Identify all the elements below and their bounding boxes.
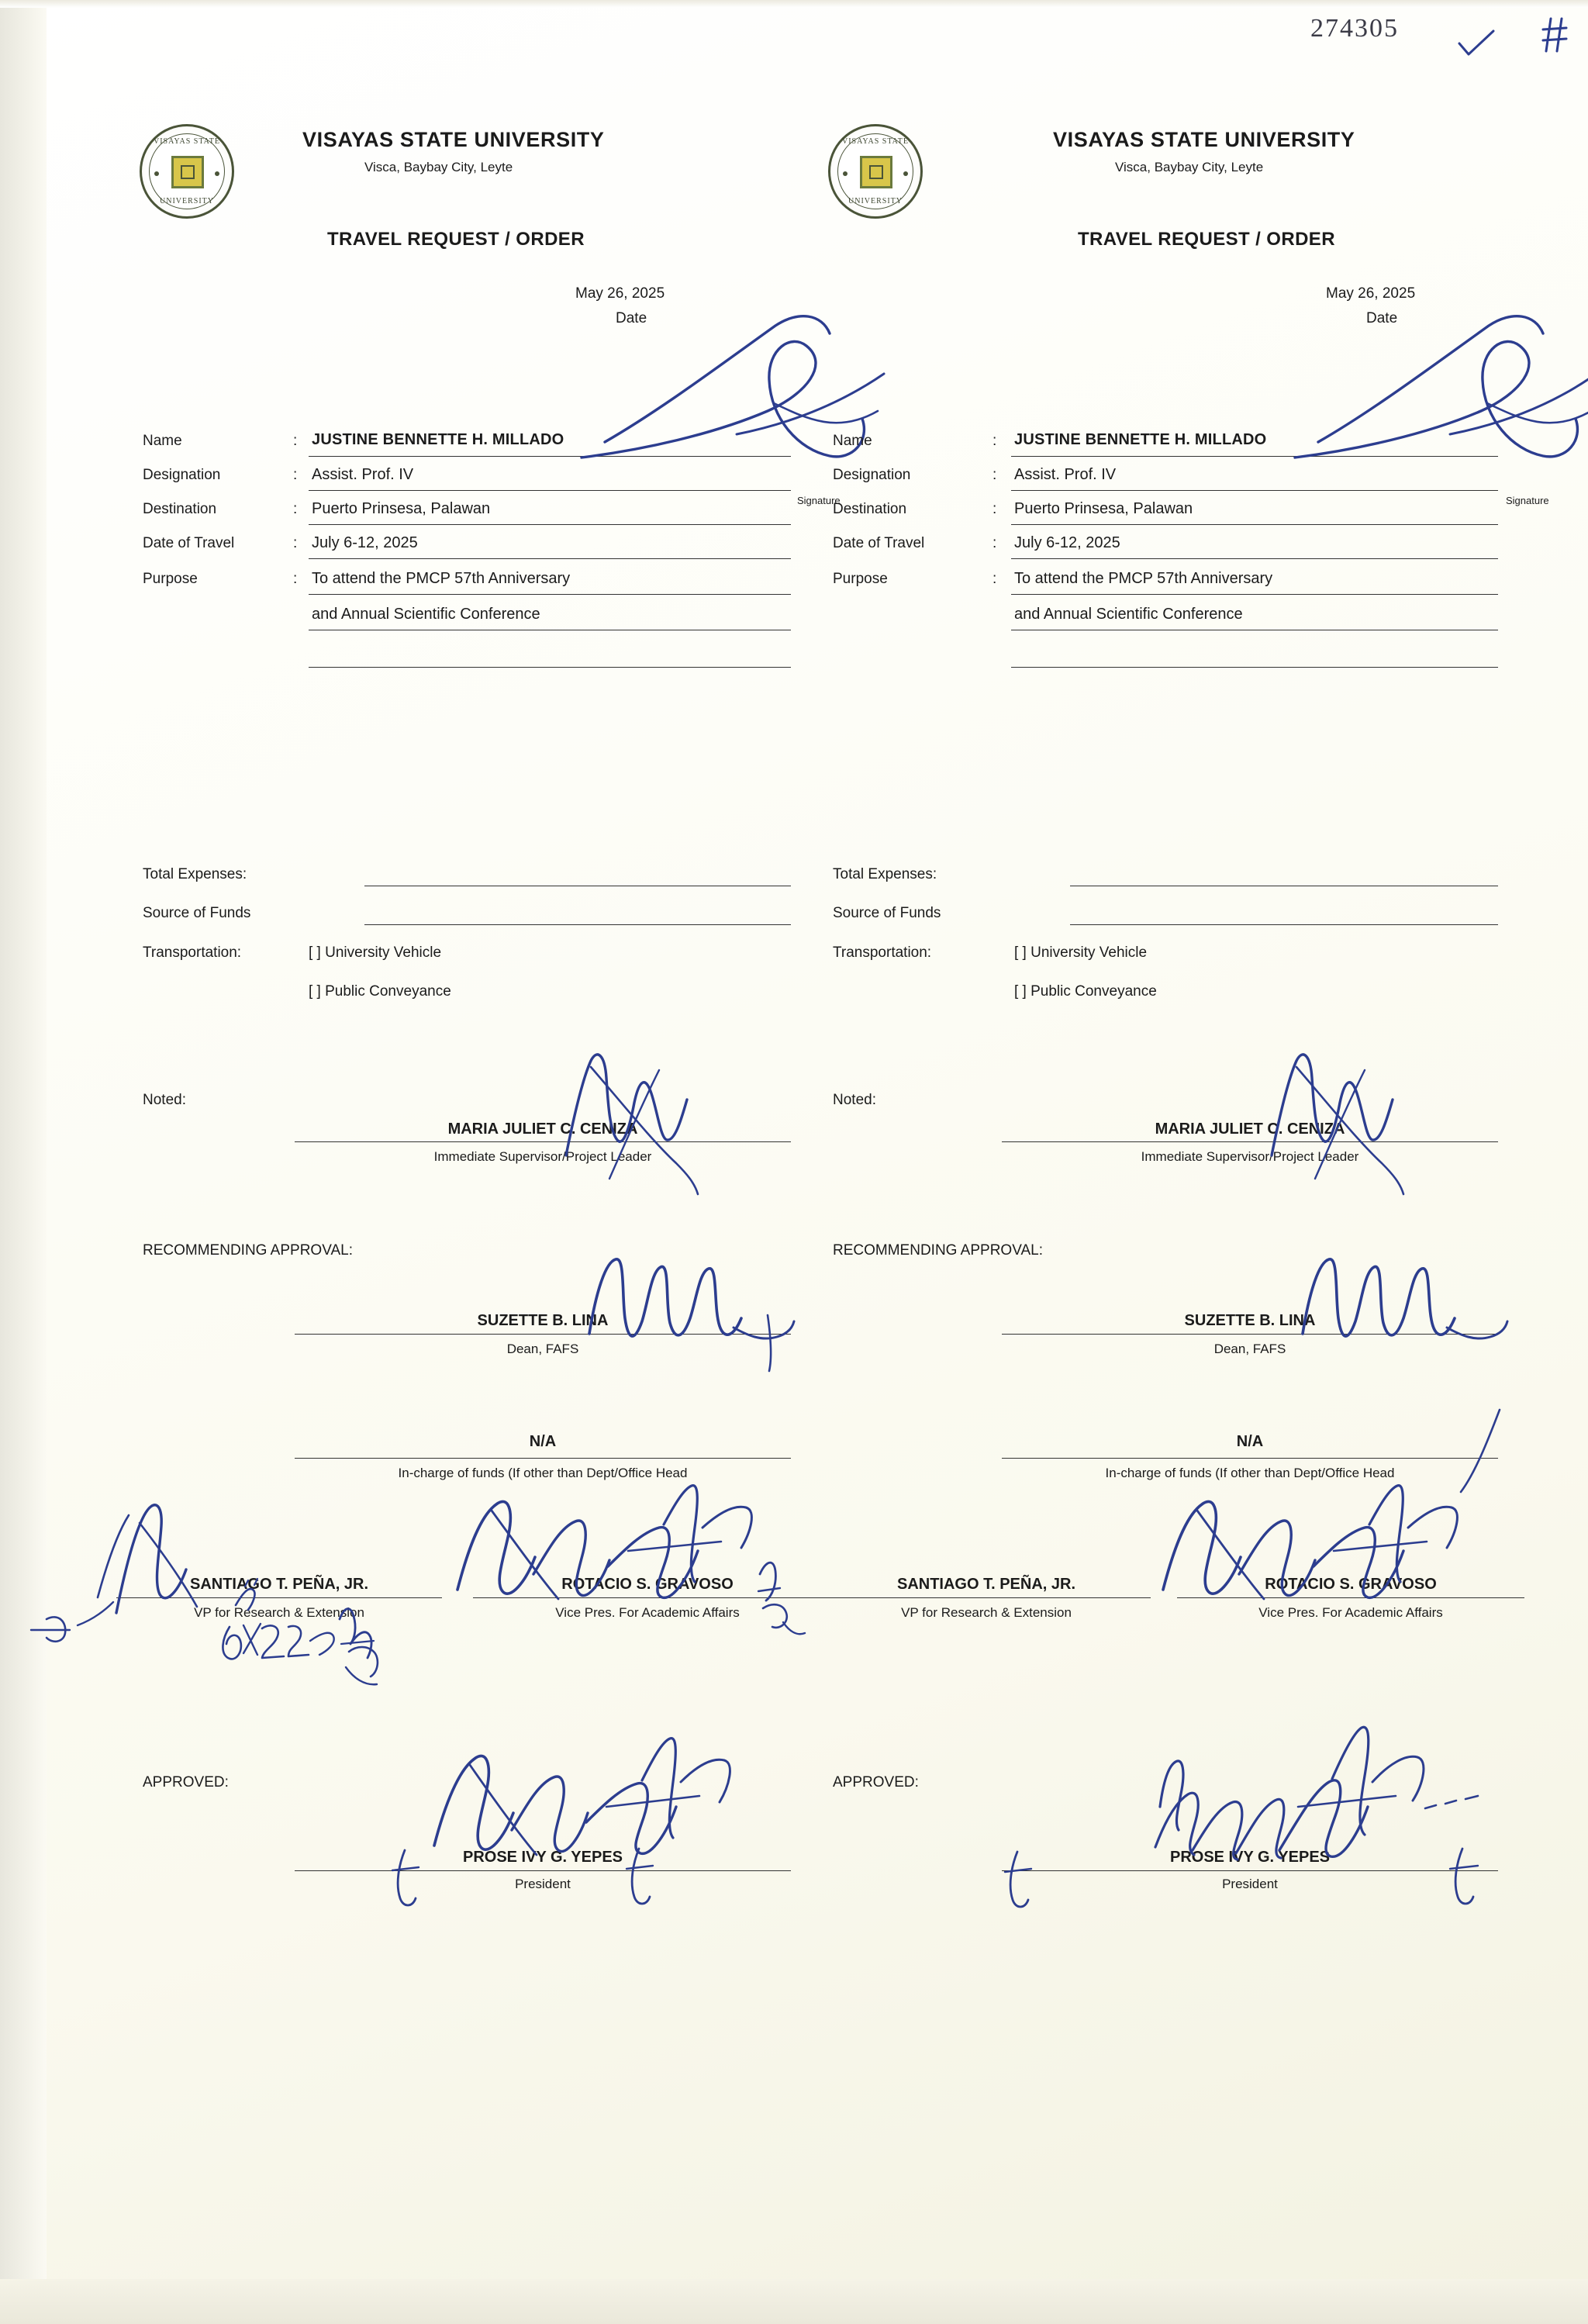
vp-academic-rule (1177, 1597, 1524, 1598)
vp-research-role: VP for Research & Extension (194, 1605, 364, 1620)
field-colon-purpose: : (992, 571, 997, 587)
field-value-date-of-travel[interactable]: July 6-12, 2025 (1014, 534, 1120, 551)
recommending-approval-label: RECOMMENDING APPROVAL: (833, 1242, 1043, 1259)
field-rule-name (1011, 456, 1498, 457)
page-left-shadow (0, 0, 47, 2324)
president-name: PROSE IVY G. YEPES (462, 1849, 623, 1866)
funds-value: N/A (1236, 1433, 1264, 1450)
field-value-designation[interactable]: Assist. Prof. IV (1014, 466, 1117, 483)
funds-rule (295, 1458, 791, 1459)
vp-research-handwritten-date (217, 1613, 349, 1675)
vp-research-rule (116, 1597, 442, 1598)
field-label-date-of-travel: Date of Travel (143, 535, 235, 551)
date-value: May 26, 2025 (575, 285, 665, 302)
source-of-funds-rule (364, 924, 791, 925)
university-seal-icon (140, 124, 234, 219)
vp-academic-name: ROTACIO S. GRAVOSO (1265, 1576, 1437, 1593)
vp-academic-rule (473, 1597, 822, 1598)
field-rule-date-of-travel (1011, 558, 1498, 559)
field-value-purpose[interactable]: To attend the PMCP 57th Anniversary (1014, 570, 1273, 587)
travel-request-copy-left (109, 93, 841, 1891)
field-colon-name: : (992, 433, 997, 449)
vp-research-name: SANTIAGO T. PEÑA, JR. (189, 1576, 369, 1593)
noted-role: Immediate Supervisor/Project Leader (433, 1149, 652, 1164)
field-value-designation[interactable]: Assist. Prof. IV (312, 466, 414, 483)
field-rule-destination (1011, 524, 1498, 525)
noted-label: Noted: (833, 1092, 876, 1108)
noted-signature-rule (295, 1141, 791, 1142)
field-value-purpose-line2[interactable]: and Annual Scientific Conference (1014, 606, 1243, 623)
field-colon-destination: : (293, 501, 298, 517)
field-value-purpose-line2[interactable]: and Annual Scientific Conference (312, 606, 540, 623)
transportation-option-university-vehicle[interactable]: [ ] University Vehicle (1014, 944, 1148, 961)
field-label-purpose: Purpose (833, 571, 888, 587)
field-rule-purpose (1011, 594, 1498, 595)
form-title: TRAVEL REQUEST / ORDER (1078, 229, 1335, 250)
source-of-funds-rule (1070, 924, 1498, 925)
seal-top-text: VISAYAS STATE (153, 137, 220, 146)
recommending-approval-label: RECOMMENDING APPROVAL: (143, 1242, 353, 1259)
noted-name: MARIA JULIET C. CENIZA (1155, 1121, 1345, 1138)
seal-bottom-text: UNIVERSITY (160, 197, 214, 205)
recommending-name: SUZETTE B. LINA (1184, 1312, 1316, 1329)
field-rule-designation (309, 490, 791, 491)
noted-label: Noted: (143, 1092, 186, 1108)
vp-academic-role: Vice Pres. For Academic Affairs (1258, 1605, 1443, 1620)
travel-request-copy-right (806, 93, 1549, 1891)
date-value: May 26, 2025 (1326, 285, 1416, 302)
approved-label: APPROVED: (143, 1774, 229, 1790)
seal-bottom-text: UNIVERSITY (848, 197, 903, 205)
noted-name: MARIA JULIET C. CENIZA (447, 1121, 638, 1138)
field-label-name: Name (833, 433, 872, 449)
source-of-funds-label: Source of Funds (143, 905, 251, 921)
funds-value: N/A (529, 1433, 557, 1450)
field-value-date-of-travel[interactable]: July 6-12, 2025 (312, 534, 418, 551)
transportation-option-public-conveyance[interactable]: [ ] Public Conveyance (309, 983, 451, 1000)
transportation-option-university-vehicle[interactable]: [ ] University Vehicle (309, 944, 442, 961)
vp-academic-signature-ink (1148, 1473, 1473, 1621)
date-label: Date (1366, 310, 1398, 326)
field-colon-name: : (293, 433, 298, 449)
vp-academic-role: Vice Pres. For Academic Affairs (555, 1605, 740, 1620)
field-rule-destination (309, 524, 791, 525)
field-label-designation: Designation (143, 467, 221, 483)
field-rule-purpose (309, 594, 791, 595)
field-value-name[interactable]: JUSTINE BENNETTE H. MILLADO (1014, 431, 1267, 448)
university-name: VISAYAS STATE UNIVERSITY (302, 128, 605, 151)
field-label-designation: Designation (833, 467, 911, 483)
field-colon-destination: : (992, 501, 997, 517)
field-rule-date-of-travel (309, 558, 791, 559)
president-signature-rule (295, 1870, 791, 1871)
page-bottom-edge (0, 2279, 1588, 2324)
noted-signature-rule (1002, 1141, 1498, 1142)
field-label-destination: Destination (143, 501, 217, 517)
vp-academic-signature-ink (442, 1473, 768, 1621)
field-value-purpose[interactable]: To attend the PMCP 57th Anniversary (312, 570, 571, 587)
university-name: VISAYAS STATE UNIVERSITY (1053, 128, 1355, 151)
field-colon-date-of-travel: : (992, 535, 997, 551)
university-address: Visca, Baybay City, Leyte (1115, 160, 1264, 174)
field-rule-blank (1011, 667, 1498, 668)
vp-research-role: VP for Research & Extension (901, 1605, 1072, 1620)
total-expenses-label: Total Expenses: (833, 866, 937, 882)
president-role: President (515, 1877, 571, 1891)
vp-academic-name: ROTACIO S. GRAVOSO (561, 1576, 734, 1593)
field-rule-name (309, 456, 791, 457)
president-name: PROSE IVY G. YEPES (1169, 1849, 1330, 1866)
funds-slash-ink (1456, 1405, 1510, 1498)
seal-top-text: VISAYAS STATE (841, 137, 909, 146)
field-label-date-of-travel: Date of Travel (833, 535, 925, 551)
field-value-destination[interactable]: Puerto Prinsesa, Palawan (1014, 500, 1193, 517)
source-of-funds-label: Source of Funds (833, 905, 941, 921)
field-colon-date-of-travel: : (293, 535, 298, 551)
funds-role: In-charge of funds (If other than Dept/Office Head (398, 1466, 688, 1480)
page-top-edge (0, 0, 1588, 8)
university-seal-icon (828, 124, 923, 219)
recommending-signature-rule (295, 1334, 791, 1335)
field-value-name[interactable]: JUSTINE BENNETTE H. MILLADO (312, 431, 564, 448)
funds-rule (1002, 1458, 1498, 1459)
field-value-destination[interactable]: Puerto Prinsesa, Palawan (312, 500, 491, 517)
total-expenses-label: Total Expenses: (143, 866, 247, 882)
field-colon-designation: : (293, 467, 298, 483)
transportation-option-public-conveyance[interactable]: [ ] Public Conveyance (1014, 983, 1157, 1000)
president-signature-rule (1002, 1870, 1498, 1871)
recommending-signature-rule (1002, 1334, 1498, 1335)
field-rule-designation (1011, 490, 1498, 491)
noted-role: Immediate Supervisor/Project Leader (1141, 1149, 1359, 1164)
vp-research-name: SANTIAGO T. PEÑA, JR. (896, 1576, 1076, 1593)
recommending-role: Dean, FAFS (1213, 1342, 1286, 1356)
field-label-destination: Destination (833, 501, 907, 517)
field-label-purpose: Purpose (143, 571, 198, 587)
recommending-name: SUZETTE B. LINA (477, 1312, 609, 1329)
field-colon-designation: : (992, 467, 997, 483)
funds-role: In-charge of funds (If other than Dept/Office Head (1105, 1466, 1395, 1480)
transportation-label: Transportation: (833, 944, 932, 961)
university-address: Visca, Baybay City, Leyte (364, 160, 513, 174)
transportation-label: Transportation: (143, 944, 242, 961)
field-rule-blank (309, 667, 791, 668)
recommending-role: Dean, FAFS (506, 1342, 579, 1356)
date-label: Date (616, 310, 647, 326)
president-role: President (1222, 1877, 1278, 1891)
signature-label: Signature (797, 495, 841, 506)
vp-research-rule (822, 1597, 1151, 1598)
field-label-name: Name (143, 433, 182, 449)
pencil-reference-number: 274305 (1310, 14, 1399, 43)
approved-label: APPROVED: (833, 1774, 919, 1790)
field-colon-purpose: : (293, 571, 298, 587)
form-title: TRAVEL REQUEST / ORDER (327, 229, 585, 250)
signature-label: Signature (1506, 495, 1549, 506)
